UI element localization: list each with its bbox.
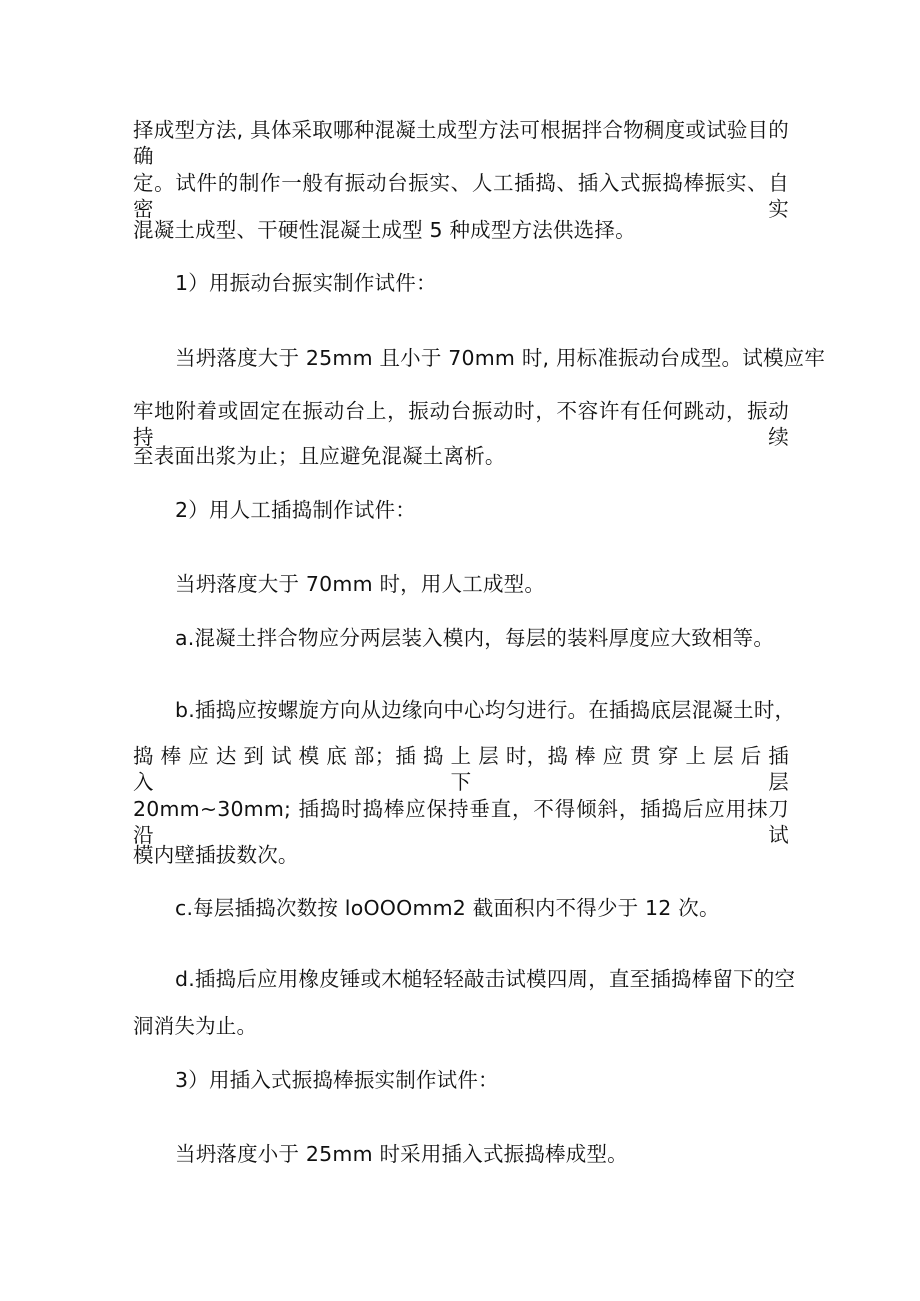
text-line: 模内壁插拔数次。 <box>133 843 299 867</box>
text-line: 牢地附着或固定在振动台上，振动台振动时，不容许有任何跳动，振动持续 <box>133 399 789 449</box>
text-line: 20mm~30mm; 插捣时捣棒应保持垂直，不得倾斜，插捣后应用抹刀沿试 <box>133 797 789 847</box>
section-heading: 2）用人工插捣制作试件： <box>175 498 416 522</box>
list-item: d.插捣后应用橡皮锤或木槌轻轻敲击试模四周，直至插捣棒留下的空 <box>175 967 796 991</box>
text-line: 混凝土成型、干硬性混凝土成型 5 种成型方法供选择。 <box>133 218 636 242</box>
section-heading: 1）用振动台振实制作试件： <box>175 271 437 295</box>
text-line: 当坍落度小于 25mm 时采用插入式振捣棒成型。 <box>175 1142 628 1166</box>
text-line: 捣 棒 应 达 到 试 模 底 部；插 捣 上 层 时，捣 棒 应 贯 穿 上 层 后 插 入 下 层 <box>133 744 789 794</box>
text-line: 至表面出浆为止；且应避免混凝土离析。 <box>133 444 506 468</box>
text-line: 定。试件的制作一般有振动台振实、人工插捣、插入式振捣棒振实、自密实 <box>133 171 789 221</box>
text-line: 当坍落度大于 70mm 时，用人工成型。 <box>175 572 546 596</box>
section-heading: 3）用插入式振捣棒振实制作试件： <box>175 1068 499 1092</box>
list-item: b.插捣应按螺旋方向从边缘向中心均匀进行。在插捣底层混凝土时， <box>175 698 796 722</box>
list-item: a.混凝土拌合物应分两层装入模内，每层的装料厚度应大致相等。 <box>175 626 775 650</box>
text-line: 择成型方法, 具体采取哪种混凝土成型方法可根据拌合物稠度或试验目的确 <box>133 118 789 168</box>
text-line: 洞消失为止。 <box>133 1014 258 1038</box>
text-line: 当坍落度大于 25mm 且小于 70mm 时, 用标准振动台成型。试模应牢 <box>175 346 826 370</box>
list-item: c.每层插捣次数按 loOOOmm2 截面积内不得少于 12 次。 <box>175 896 720 920</box>
